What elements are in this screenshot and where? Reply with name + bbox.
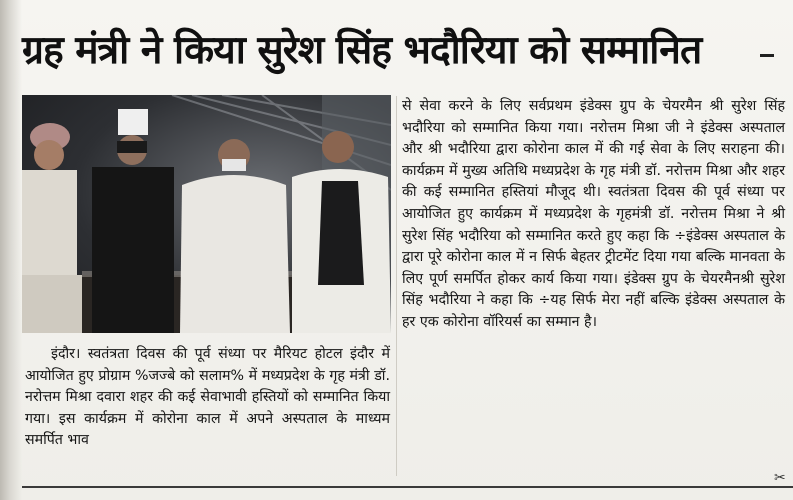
article-body-right: से सेवा करने के लिए सर्वप्रथम इंडेक्स ग्रुप के चेयरमैन श्री सुरेश सिंह भदौरिया को सम्मानित किया गया। नरोत्तम मिश्रा जी ने इंडेक्स अस्पताल और श्री भदौरिया द्वारा कोरोना काल में की गई सेवा के लिए सराहना की। कार्यक्रम में मुख्य अतिथि मध्यप्रदेश के गृह मंत्री डॉ. नरोत्तम मिश्रा और शहर की कई सम्मानित हस्तियां मौजूद थी। स्वतंत्रता दिवस की पूर्व संध्या पर आयोजित हुए कार्यक्रम में मध्यप्रदेश के गृहमंत्री डॉ. नरोत्तम मिश्रा ने श्री सुरेश सिंह भदौरिया को सम्मानित करते हुए कहा कि ÷इंडेक्स अस्पताल के द्वारा पूरे कोरोना काल में न सिर्फ बेहतर ट्रीटमेंट दिया गया बल्कि मानवता के लिए पूर्ण समर्पित होकर कार्य किया गया। इंडेक्स ग्रुप के चेयरमैनश्री सुरेश सिंह भदौरिया ने कहा कि ÷यह सिर्फ मेरा नहीं बल्कि इंडेक्स अस्पताल के हर एक कोरोना वॉरियर्स का सम्मान है। [402, 98, 785, 330]
event-photo-illustration [22, 95, 391, 333]
article-body-left: इंदौर। स्वतंत्रता दिवस की पूर्व संध्या पर मैरियट होटल इंदौर में आयोजित हुए प्रोग्राम %जज्बे को सलाम% में मध्यप्रदेश के गृह मंत्री डॉ. नरोत्तम मिश्रा दवारा शहर की कई सेवाभावी हस्तियों को सम्मानित किया गया। इस कार्यक्रम में कोरोना काल में अपने अस्पताल के माध्यम समर्पित भाव [25, 346, 390, 449]
person-2 [92, 109, 174, 333]
headline: ग्रह मंत्री ने किया सुरेश सिंह भदौरिया को सम्मानित [22, 27, 702, 73]
column-divider [396, 96, 397, 476]
person-1 [22, 123, 82, 333]
headline-dash [760, 54, 774, 57]
bottom-rule [22, 486, 793, 488]
event-photo [22, 95, 391, 333]
scissor-icon: ✂ [774, 470, 786, 486]
person-3 [180, 139, 290, 333]
page-fold-shadow [0, 0, 22, 500]
